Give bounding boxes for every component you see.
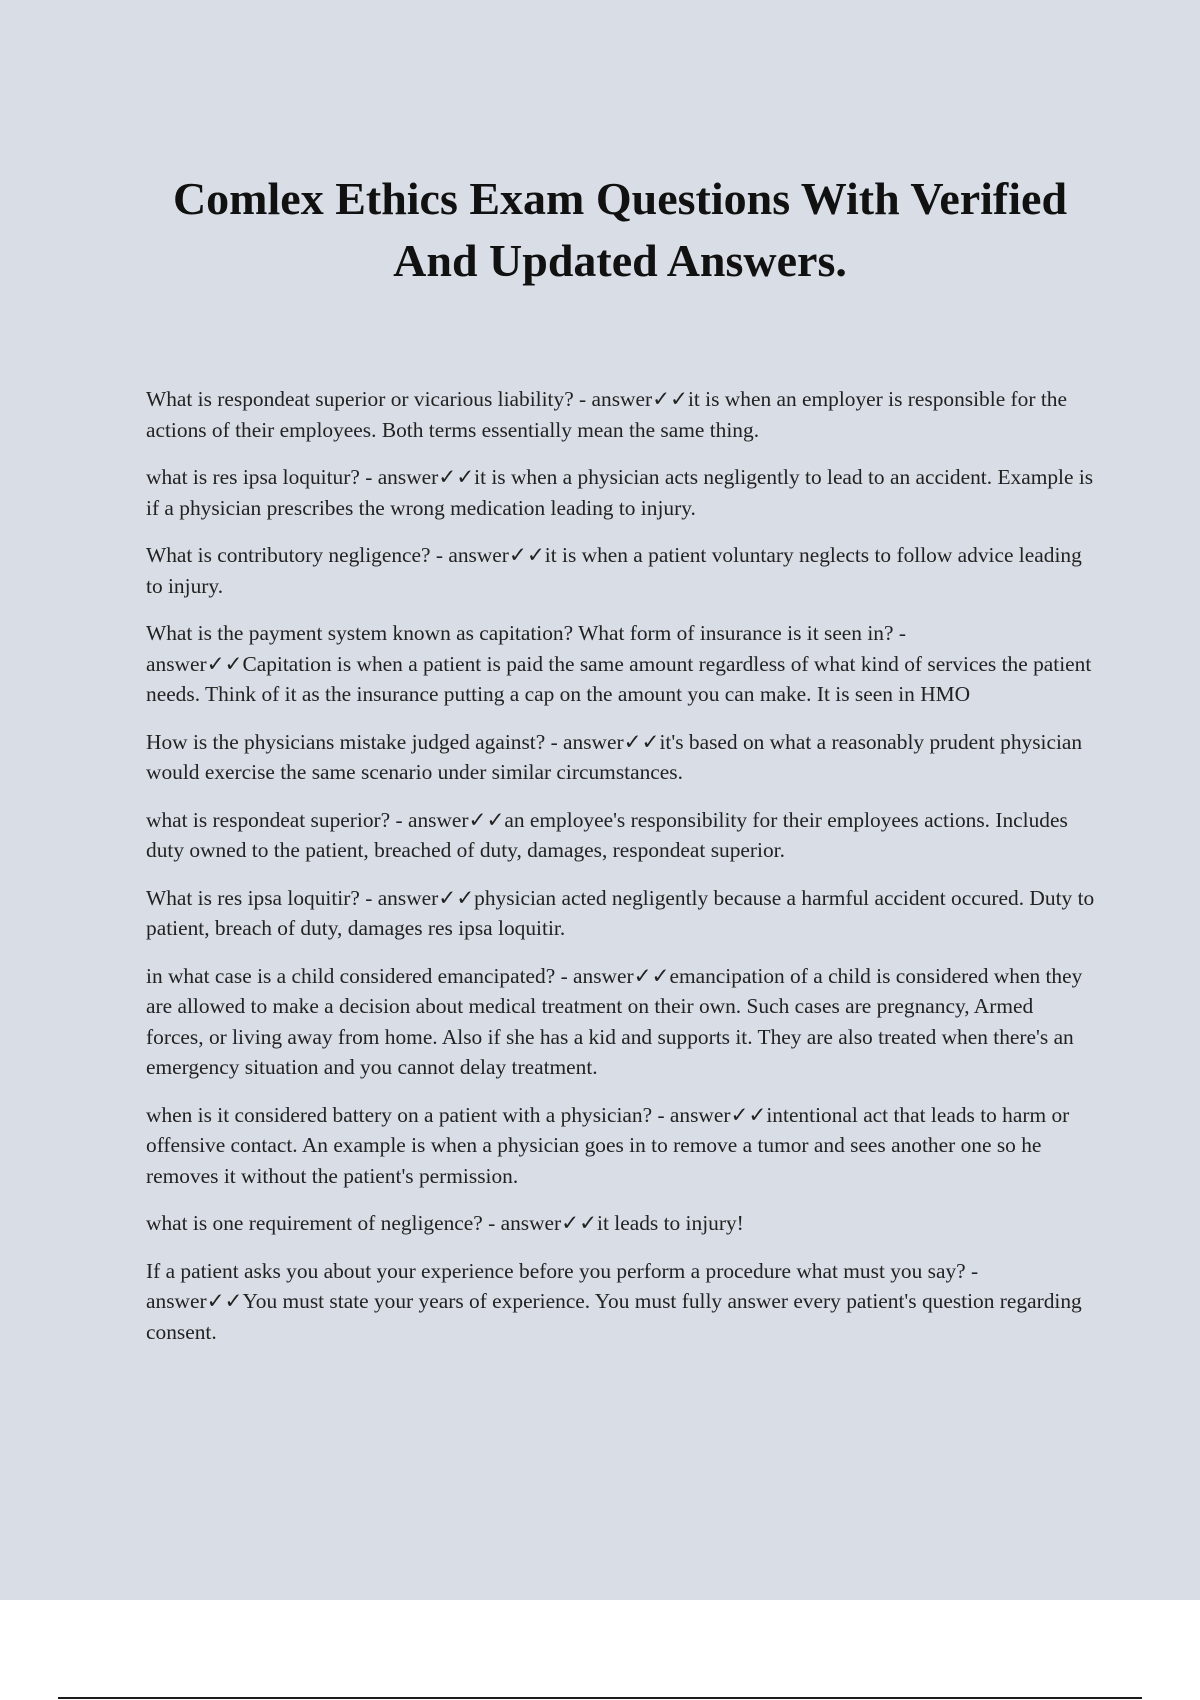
qa-item [146, 961, 1096, 1083]
question-text: If a patient asks you about your experience before you perform a procedure what must you say? - [146, 1258, 979, 1283]
answer-text: an employee's responsibility for their employees actions. Includes duty owned to the patient, breached of duty, damages, respondeat superior. [146, 807, 1068, 862]
qa-item [146, 883, 1096, 944]
answer-label: answer✓✓ [448, 543, 545, 567]
answer-text: it's based on what a reasonably prudent physician would exercise the same scenario under similar circumstances. [146, 729, 1083, 784]
question-text: what is one requirement of negligence? - [146, 1211, 501, 1235]
qa-item [146, 1208, 1096, 1239]
answer-text: it leads to injury! [597, 1211, 744, 1235]
answer-text: intentional act that leads to harm or offensive contact. An example is when a physician goes in to remove a tumor and sees another one so he removes it without the patient's permission. [146, 1102, 1070, 1188]
answer-label: answer✓✓ [591, 387, 688, 411]
qa-item [146, 1100, 1096, 1192]
footer-divider [58, 1697, 1142, 1699]
qa-item [146, 384, 1096, 445]
answer-label: answer✓✓ [377, 885, 475, 910]
qa-item [146, 1256, 1096, 1348]
answer-text: it is when an employer is responsible for the actions of their employees. Both terms essentially mean the same thing. [146, 387, 1067, 442]
answer-label: answer✓✓ [146, 651, 243, 676]
qa-item [146, 618, 1096, 710]
qa-item [146, 805, 1096, 866]
question-text: in what case is a child considered emancipated? - [146, 963, 574, 988]
answer-text: You must state your years of experience. You must fully answer every patient's question regarding consent. [146, 1289, 1082, 1344]
question-text: How is the physicians mistake judged against? - [146, 729, 564, 754]
question-text: what is res ipsa loquitur? - [146, 465, 378, 489]
question-text: what is respondeat superior? - [146, 807, 408, 832]
answer-label: answer✓✓ [563, 729, 660, 754]
answer-label: answer✓✓ [146, 1289, 243, 1313]
answer-text: Capitation is when a patient is paid the same amount regardless of what kind of services the patient needs. Think of it as the insurance putting a cap on the amount you can make. It is seen in HMO [146, 651, 1092, 706]
qa-item [146, 462, 1096, 523]
question-text: What is contributory negligence? - [146, 543, 449, 567]
answer-label: answer✓✓ [407, 807, 505, 832]
answer-text: physician acted negligently because a harmful accident occured. Duty to patient, breach of duty, damages res ipsa loquitir. [146, 885, 1095, 940]
answer-text: emancipation of a child is considered when they are allowed to make a decision about medical treatment on their own. Such cases are pregnancy, Armed forces, or living away from home. Also if she has a kid and supports it. They are also treated when there's an emergency situation and you cannot delay treatment. [146, 963, 1083, 1079]
question-text: What is respondeat superior or vicarious liability? - [146, 387, 592, 411]
qa-item [146, 727, 1096, 788]
question-text: What is res ipsa loquitir? - [146, 885, 378, 910]
qa-item [146, 540, 1096, 601]
answer-label: answer✓✓ [500, 1211, 598, 1235]
answer-label: answer✓✓ [669, 1102, 767, 1127]
answer-text: it is when a patient voluntary neglects to follow advice leading to injury. [146, 543, 1082, 598]
document-title: Comlex Ethics Exam Questions With Verified And Updated Answers. [172, 173, 1068, 286]
answer-label: answer✓✓ [377, 465, 475, 489]
question-text: What is the payment system known as capitation? What form of insurance is it seen in? - [146, 621, 906, 645]
answer-label: answer✓✓ [573, 963, 670, 988]
answer-text: it is when a physician acts negligently to lead to an accident. Example is if a physician prescribes the wrong medication leading to injury. [146, 465, 1094, 520]
qa-list [146, 384, 1096, 1364]
question-text: when is it considered battery on a patient with a physician? - [146, 1102, 670, 1127]
